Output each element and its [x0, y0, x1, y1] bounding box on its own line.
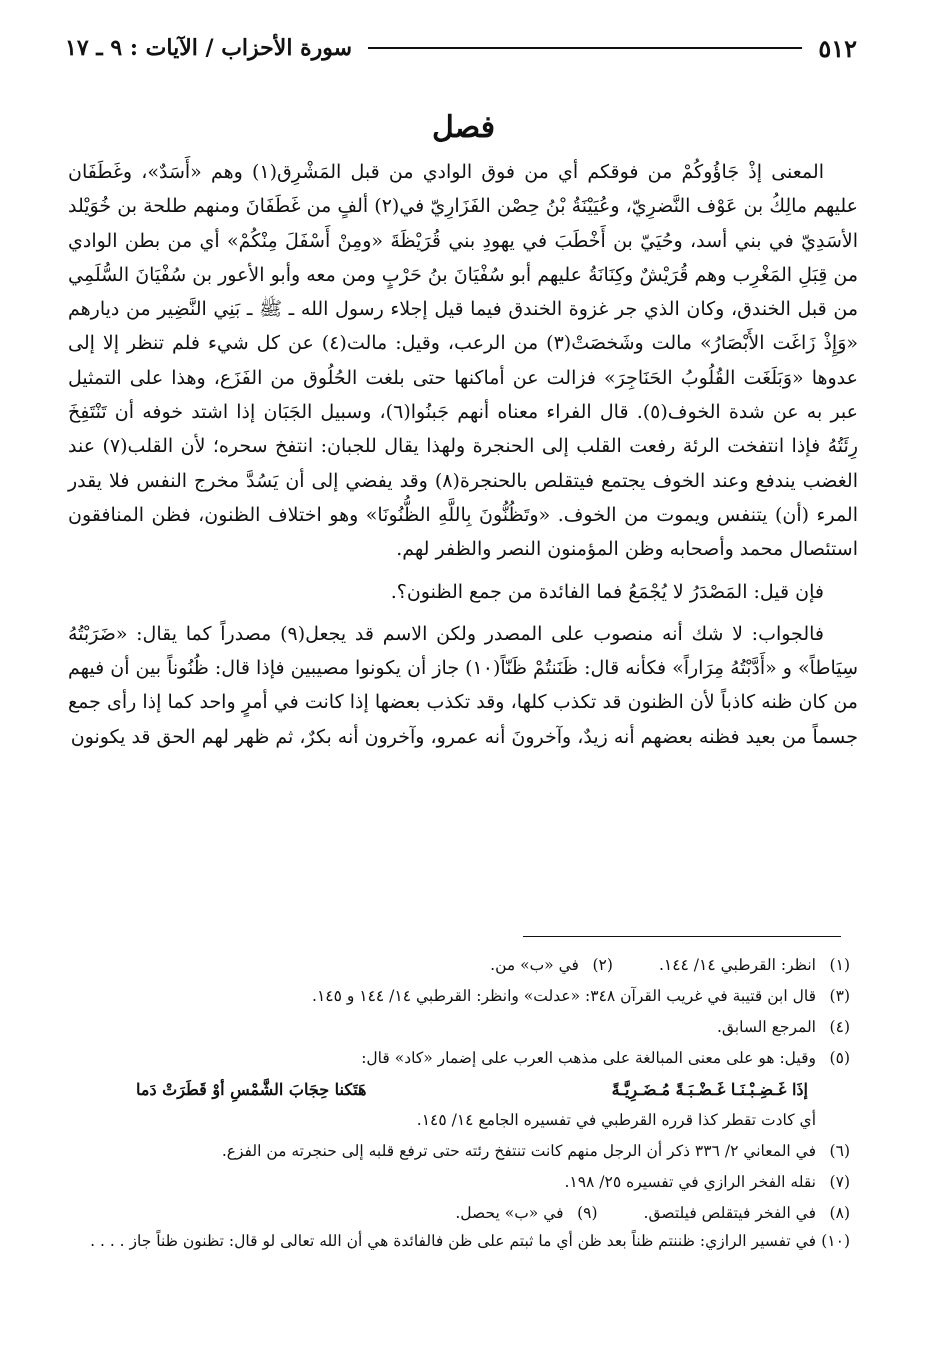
footnote-text: في الفخر فيتقلص فيلتصق. — [643, 1204, 816, 1222]
paragraph-2: فإن قيل: المَصْدَرُ لا يُجْمَعُ فما الفائدة من جمع الظنون؟. — [390, 580, 824, 603]
footnote-text: قال ابن قتيبة في غريب القرآن ٣٤٨: «عدلت» وانظر: القرطبي ١٤/ ١٤٤ و ١٤٥. — [312, 987, 816, 1005]
footnote-mark: (٣) — [829, 987, 850, 1005]
footnote-text: في «ب» من. — [490, 956, 579, 974]
footnote-mark: (٧) — [829, 1173, 850, 1191]
footnote-text: المرجع السابق. — [716, 1018, 816, 1036]
footnote-3 — [70, 981, 850, 1012]
header-rule — [368, 47, 802, 49]
footnote-mark: (٥) — [829, 1049, 850, 1067]
poetry-verse — [70, 1074, 850, 1105]
footnote-text: في تفسير الرازي: ظننتم ظناً بعد ظن أي ما ثبتم على ظن فالفائدة هي أن الله تعالى لو قال: تظنون ظناً جاز . . . . — [90, 1232, 816, 1250]
footnote-mark: (١) — [829, 956, 850, 974]
footnote-text: نقله الفخر الرازي في تفسيره ٢٥/ ١٩٨. — [564, 1173, 816, 1191]
paragraph-1: المعنى إذْ جَاؤُوكُمْ من فوقكم أي من فوق الوادي من قبل المَشْرِق(١) وهم «أَسَدٌ»، وغَطَفَان عليهم مالِكُ بن عَوْف النَّضرِيّ، وعُيَيْنَةُ بْنُ حِصْن الفَزَارِيّ في(٢) ألفٍ من غَطَفَانَ ومنهم طلحة بن خُوَيْلد الأسَدِيّ في بني أسد، وحُيَيّ بن أَخْطَبَ في يهودِ بني قُرَيْظَةَ «ومِنْ أَسْفَلَ مِنْكُمْ» أي من بطن الوادي من قِبَلِ المَغْرِب وهم قُرَيْشٌ وكِنَانَةُ عليهم أبو سُفْيَانَ بنُ حَرْبٍ ومن معه وأبو الأعور بن سُفْيَانَ السُّلَمِي من قبل الخندق، وكان الذي جر غزوة الخندق فيما قيل إجلاء رسول الله ـ ﷺ ـ بَنِي النَّضِير من ديارهم «وَإِذْ زَاغَت الأَبْصَارُ» مالت وشَخصَتْ(٣) من الرعب، وقيل: مالت(٤) عن كل شيء فلم تنظر إلا إلى عدوها «وَبَلَغَت القُلُوبُ الحَنَاجِرَ» فزالت عن أماكنها حتى بلغت الحُلُوق من الفَزَع، وهذا على التمثيل عبر به عن شدة الخوف(٥). قال الفراء معناه أنهم جَبنُوا(٦)، وسبيل الجَبَان إذا اشتد خوفه أن تَنْتَفِخَ رِئَتُهُ فإذا انتفخت الرئة رفعت القلب إلى الحنجرة ولهذا يقال للجبان: انتفخ سحره؛ لأن القلب(٧) عند الغضب يندفع وعند الخوف يجتمع فيتقلص بالحنجرة(٨) وقد يفضي إلى أن يَسُدَّ مخرج النفس فلا يقدر المرء (أن) يتنفس ويموت من الخوف. «وتَظُنُّونَ بِاللَّهِ الظُّنُونَا» وهو اختلاف الظنون، فظن المنافقون استئصال محمد وأصحابه وظن المؤمنون النصر والظفر لهم. — [68, 161, 859, 561]
footnote-text: وقيل: هو على معنى المبالغة على مذهب العرب على إضمار «كاد» قال: — [361, 1049, 816, 1067]
footnote-9 — [455, 1198, 597, 1229]
footnote-10 — [70, 1229, 850, 1253]
verse-first-hemistich: إذَا غَـضِـبْـنَـا غَـضْـبَـةً مُـضَـرِيَّـةً — [611, 1080, 808, 1099]
footnote-mark: (٩) — [577, 1204, 598, 1222]
running-header — [65, 28, 857, 68]
footnote-mark: (٤) — [829, 1018, 850, 1036]
footnote-text: في المعاني ٢/ ٣٣٦ ذكر أن الرجل منهم كانت تنتفخ رئته حتى ترفع قلبه إلى حنجرته من الفزع. — [221, 1142, 816, 1160]
footnote-mark: (٦) — [829, 1142, 850, 1160]
footnote-2 — [490, 950, 613, 981]
footnote-separator — [523, 936, 841, 937]
footnote-6 — [70, 1136, 850, 1167]
footnote-text: انظر: القرطبي ١٤/ ١٤٤. — [658, 956, 816, 974]
footnote-7 — [70, 1167, 850, 1198]
footnote-5-continuation — [70, 1105, 850, 1136]
footnote-text: في «ب» يحصل. — [455, 1204, 564, 1222]
footnote-5 — [70, 1043, 850, 1074]
footnote-4 — [70, 1012, 850, 1043]
main-text — [68, 155, 858, 754]
verse-second-hemistich: هَتَكنا حِجَابَ الشَّمْسِ أوْ قَطَرَتْ دَما — [136, 1080, 367, 1099]
footnote-row-8 — [70, 1198, 850, 1229]
header-title: سورة الأحزاب / الآيات : ٩ ـ ١٧ — [65, 35, 353, 61]
section-title: فصل — [431, 110, 496, 145]
footnote-mark: (٨) — [829, 1204, 850, 1222]
footnotes — [70, 950, 850, 1253]
footnote-8 — [644, 1198, 850, 1229]
footnote-text: أي كادت تقطر كذا قرره القرطبي في تفسيره الجامع ١٤/ ١٤٥. — [416, 1111, 816, 1129]
footnote-mark: (١٠) — [821, 1232, 850, 1250]
footnote-1 — [659, 950, 850, 981]
footnote-mark: (٢) — [592, 956, 613, 974]
footnote-row-1 — [70, 950, 850, 981]
paragraph-3: فالجواب: لا شك أنه منصوب على المصدر ولكن الاسم قد يجعل(٩) مصدراً كما يقال: «ضَرَبْتُهُ سِيَاطاً» و «أَدَّبْتُهُ مِرَاراً» فكأنه قال: ظَنَنتُمْ ظَنّاً(١٠) جاز أن يكونوا مصيبين فإذا قال: ظُنُوناً بين أن فيهم من كان ظنه كاذباً لأن الظنون قد تكذب كلها، وقد تكذب بعضها إذا كانت في أمرٍ واحد كما إذا رأى جمع جسماً من بعيد فظنه بعضهم أنه زيدٌ، وآخرونَ أنه عمرو، وآخرون أنه بكرٌ، ثم ظهر لهم الحق قد يكونون — [68, 622, 858, 748]
page-number: ٥١٢ — [818, 33, 857, 63]
